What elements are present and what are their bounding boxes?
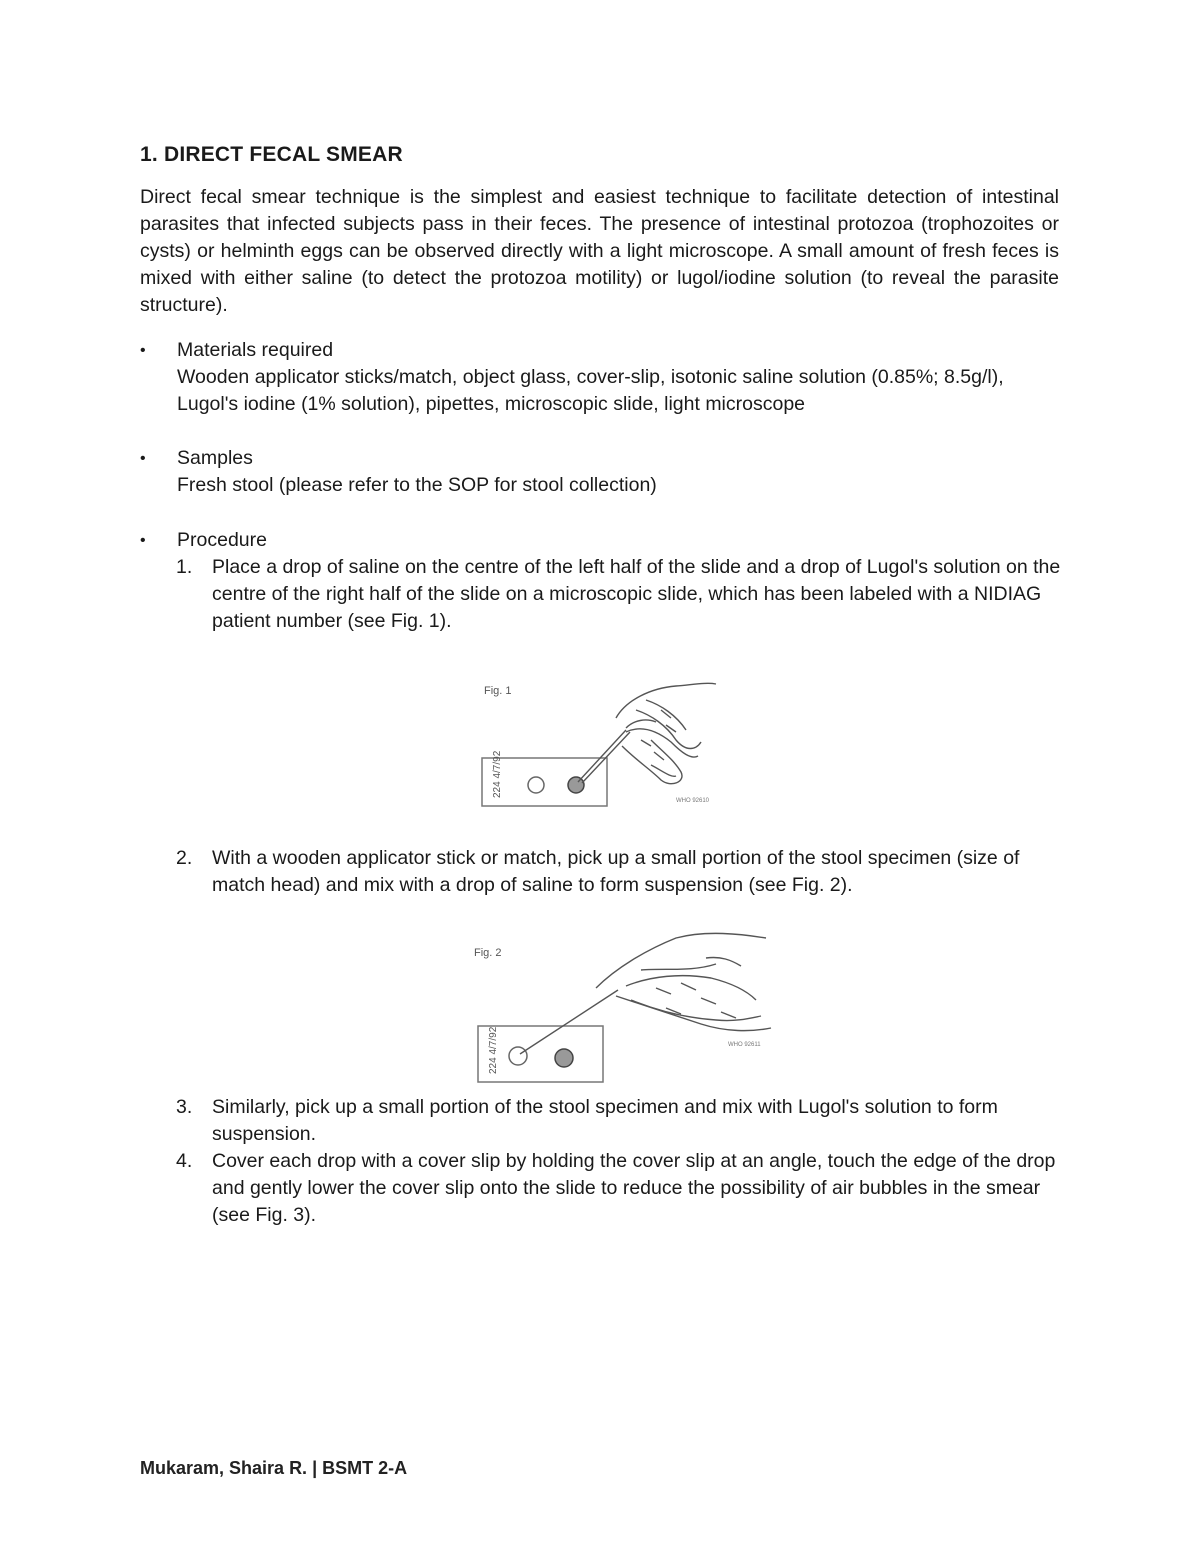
- slide-label: 224 4/7/92: [492, 750, 503, 798]
- intro-paragraph: Direct fecal smear technique is the simplest and easiest technique to facilitate detection of intestinal parasites that infected subjects pass in their feces. The presence of intestinal protozoa (trophozoites or cysts) or helminth eggs can be observed directly with a light microscope. A small amount of fresh feces is mixed with either saline (to detect the protozoa motility) or lugol/iodine solution (to reveal the parasite structure).: [140, 186, 1059, 316]
- step-text: Cover each drop with a cover slip by holding the cover slip at an angle, touch the edge of the drop and gently lower the cover slip onto the slide to reduce the possibility of air bubbles in the smear (see Fig. 3).: [212, 1150, 1056, 1226]
- materials-title: Materials required: [177, 339, 334, 361]
- bullet-icon: •: [140, 342, 146, 359]
- materials-text: Wooden applicator sticks/match, object glass, cover-slip, isotonic saline solution (0.85%; 8.5g/l), Lugol's iodine (1% solution), pipettes, microscopic slide, light microscope: [177, 366, 1004, 415]
- procedure-step: [176, 845, 1066, 899]
- procedure-title: Procedure: [177, 529, 267, 551]
- step-number: 2.: [176, 847, 193, 869]
- figure-1: [476, 670, 726, 820]
- figure-2-label: Fig. 2: [474, 947, 502, 959]
- figure-2: [466, 928, 786, 1088]
- figure-2-credit: WHO 92611: [728, 1042, 761, 1048]
- procedure-step: [176, 554, 1066, 635]
- lugol-drop: [568, 777, 584, 793]
- samples-text: Fresh stool (please refer to the SOP for stool collection): [177, 474, 657, 496]
- bullet-icon: •: [140, 532, 146, 549]
- figure-1-label: Fig. 1: [484, 685, 512, 697]
- figure-1-credit: WHO 92610: [676, 798, 710, 804]
- materials-section: [140, 337, 1070, 418]
- step-number: 1.: [176, 556, 193, 578]
- lugol-drop: [555, 1049, 573, 1067]
- slide-label: 224 4/7/92: [488, 1026, 499, 1074]
- samples-title: Samples: [177, 447, 253, 469]
- procedure-step: [176, 1148, 1066, 1229]
- step-number: 4.: [176, 1150, 193, 1172]
- page-footer: Mukaram, Shaira R. | BSMT 2-A: [140, 1458, 408, 1478]
- procedure-section: [140, 527, 1070, 554]
- section-heading: 1. DIRECT FECAL SMEAR: [140, 143, 403, 166]
- step-text: Place a drop of saline on the centre of the left half of the slide and a drop of Lugol's solution on the centre of the right half of the slide on a microscopic slide, which has been labeled with a NIDIAG patient number (see Fig. 1).: [212, 556, 1061, 632]
- step-text: Similarly, pick up a small portion of the stool specimen and mix with Lugol's solution to form suspension.: [212, 1096, 998, 1145]
- samples-section: [140, 445, 1070, 499]
- procedure-step: [176, 1094, 1066, 1148]
- step-number: 3.: [176, 1096, 193, 1118]
- step-text: With a wooden applicator stick or match, pick up a small portion of the stool specimen (size of match head) and mix with a drop of saline to form suspension (see Fig. 2).: [212, 847, 1020, 896]
- bullet-icon: •: [140, 450, 146, 467]
